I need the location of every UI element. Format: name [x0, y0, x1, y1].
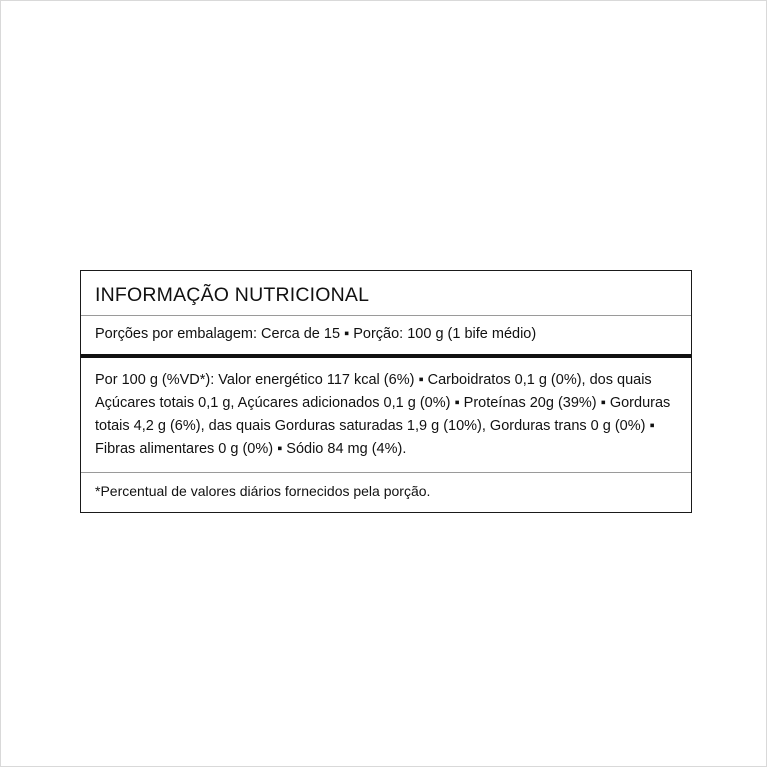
page-title: INFORMAÇÃO NUTRICIONAL	[95, 284, 370, 306]
daily-values-footnote: *Percentual de valores diários fornecidos pela porção.	[95, 482, 431, 499]
nutrition-information-panel	[80, 270, 692, 513]
servings-per-package-text: Porções por embalagem: Cerca de 15 ▪ Porção: 100 g (1 bife médio)	[95, 326, 537, 343]
nutrient-values-text: Por 100 g (%VD*): Valor energético 117 kcal (6%) ▪ Carboidratos 0,1 g (0%), dos quais Açúcares totais 0,1 g, Açúcares adicionados 0,1 g (0%) ▪ Proteínas 20g (39%) ▪ Gorduras totais 4,2 g (6%), das quais Gorduras saturadas 1,9 g (10%), Gorduras trans 0 g (0%) ▪ Fibras alimentares 0 g (0%) ▪ Sódio 84 mg (4%).	[95, 372, 671, 457]
